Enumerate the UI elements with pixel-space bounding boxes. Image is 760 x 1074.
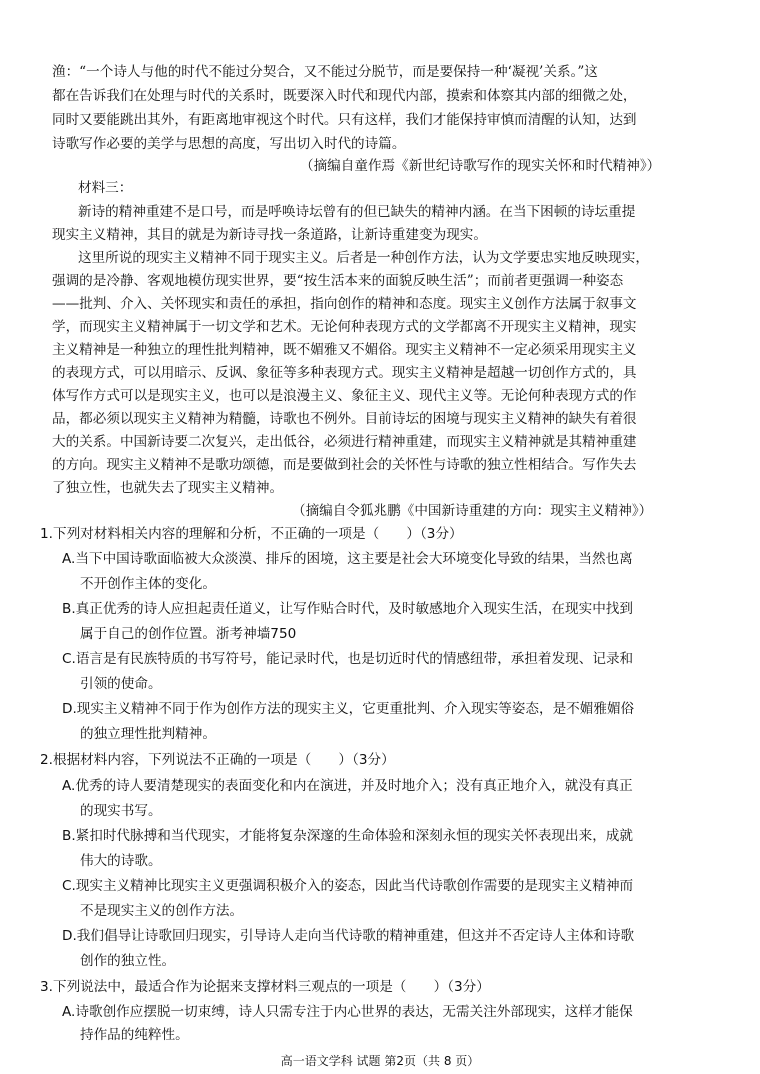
option-b-cont: 属于自己的创作位置。浙考神墙750 <box>80 626 297 642</box>
option-a-cont: 不开创作主体的变化。 <box>80 576 216 592</box>
text-line: ——批判、介入、关怀现实和责任的承担，指向创作的精神和态度。现实主义创作方法属于叙事文 <box>52 296 637 312</box>
text-line: 诗歌写作必要的美学与思想的高度，写出切入时代的诗篇。 <box>52 136 406 152</box>
option-d: D.现实主义精神不同于作为创作方法的现实主义，它更重批判、介入现实等姿态，是不媚雅媚俗 <box>62 701 635 717</box>
source-citation: （摘编自令狐兆鹏《中国新诗重建的方向：现实主义精神》） <box>292 503 653 519</box>
text-line: 这里所说的现实主义精神不同于现实主义。后者是一种创作方法，认为文学要忠实地反映现实， <box>78 250 649 266</box>
text-line: 同时又要能跳出其外，有距离地审视这个时代。只有这样，我们才能保持审慎而清醒的认知，达到 <box>52 112 637 128</box>
question-stem: 3.下列说法中，最适合作为论据来支撑材料三观点的一项是（ ）（3分） <box>40 979 490 995</box>
source-citation: （摘编自童作焉《新世纪诗歌写作的现实关怀和时代精神》） <box>300 158 661 174</box>
option-d-cont: 创作的独立性。 <box>80 953 176 969</box>
option-a: A.当下中国诗歌面临被大众淡漠、排斥的困境，这主要是社会大环境变化导致的结果，当然也离 <box>62 551 633 567</box>
option-c: C.语言是有民族特质的书写符号，能记录时代，也是切近时代的情感纽带，承担着发现、记录和 <box>62 651 634 667</box>
text-line: 体写作方式可以是现实主义，也可以是浪漫主义、象征主义、现代主义等。无论何种表现方式的作 <box>52 388 637 404</box>
text-line: 学，而现实主义精神属于一切文学和艺术。无论何种表现方式的文学都离不开现实主义精神，现实 <box>52 319 637 335</box>
option-c: C.现实主义精神比现实主义更强调积极介入的姿态，因此当代诗歌创作需要的是现实主义精神而 <box>62 878 634 894</box>
option-b-cont: 伟大的诗歌。 <box>80 853 162 869</box>
page-footer: 高一语文学科 试题 第2页（共 8 页） <box>280 1054 480 1068</box>
text-line: 品，都必须以现实主义精神为精髓，诗歌也不例外。目前诗坛的困境与现实主义精神的缺失有着很 <box>52 411 637 427</box>
section-heading: 材料三： <box>78 180 133 196</box>
text-line: 都在告诉我们在处理与时代的关系时，既要深入时代和现代内部，摸索和体察其内部的细微之处， <box>52 88 637 104</box>
option-c-cont: 引领的使命。 <box>80 676 162 692</box>
text-line: 主义精神是一种独立的理性批判精神，既不媚雅又不媚俗。现实主义精神不一定必须采用现实主义 <box>52 342 637 358</box>
option-a: A.优秀的诗人要清楚现实的表面变化和内在演进，并及时地介入；没有真正地介入，就没有真正 <box>62 778 633 794</box>
question-stem: 1.下列对材料相关内容的理解和分析，不正确的一项是（ ）（3分） <box>40 526 463 542</box>
text-line: 大的关系。中国新诗要二次复兴，走出低谷，必须进行精神重建，而现实主义精神就是其精神重建 <box>52 434 637 450</box>
option-b: B.紧扣时代脉搏和当代现实，才能将复杂深邃的生命体验和深刻永恒的现实关怀表现出来，成就 <box>62 828 633 844</box>
text-line: 现实主义精神，其目的就是为新诗寻找一条道路，让新诗重建变为现实。 <box>52 227 487 243</box>
option-d: D.我们倡导让诗歌回归现实，引导诗人走向当代诗歌的精神重建，但这并不否定诗人主体和诗歌 <box>62 928 635 944</box>
option-a-cont: 持作品的纯粹性。 <box>80 1027 189 1043</box>
option-d-cont: 的独立理性批判精神。 <box>80 726 216 742</box>
text-line: 强调的是冷静、客观地模仿现实世界，要“按生活本来的面貌反映生活”；而前者更强调一种姿态 <box>52 273 624 289</box>
question-stem: 2.根据材料内容，下列说法不正确的一项是（ ）（3分） <box>40 752 395 768</box>
option-c-cont: 不是现实主义的创作方法。 <box>80 903 244 919</box>
text-line: 渔：“一个诗人与他的时代不能过分契合，又不能过分脱节，而是要保持一种‘凝视’关系。”这 <box>52 64 598 80</box>
text-line: 的表现方式，可以用暗示、反讽、象征等多种表现方式。现实主义精神是超越一切创作方式的，具 <box>52 365 637 381</box>
option-a-cont: 的现实书写。 <box>80 803 162 819</box>
text-line: 了独立性，也就失去了现实主义精神。 <box>52 480 284 496</box>
option-b: B.真正优秀的诗人应担起责任道义，让写作贴合时代，及时敏感地介入现实生活，在现实中找到 <box>62 601 633 617</box>
text-line: 新诗的精神重建不是口号，而是呼唤诗坛曾有的但已缺失的精神内涵。在当下困顿的诗坛重提 <box>78 204 636 220</box>
text-line: 的方向。现实主义精神不是歌功颂德，而是要做到社会的关怀性与诗歌的独立性相结合。写作失去 <box>52 457 637 473</box>
option-a: A.诗歌创作应摆脱一切束缚，诗人只需专注于内心世界的表达，无需关注外部现实，这样才能保 <box>62 1004 633 1020</box>
